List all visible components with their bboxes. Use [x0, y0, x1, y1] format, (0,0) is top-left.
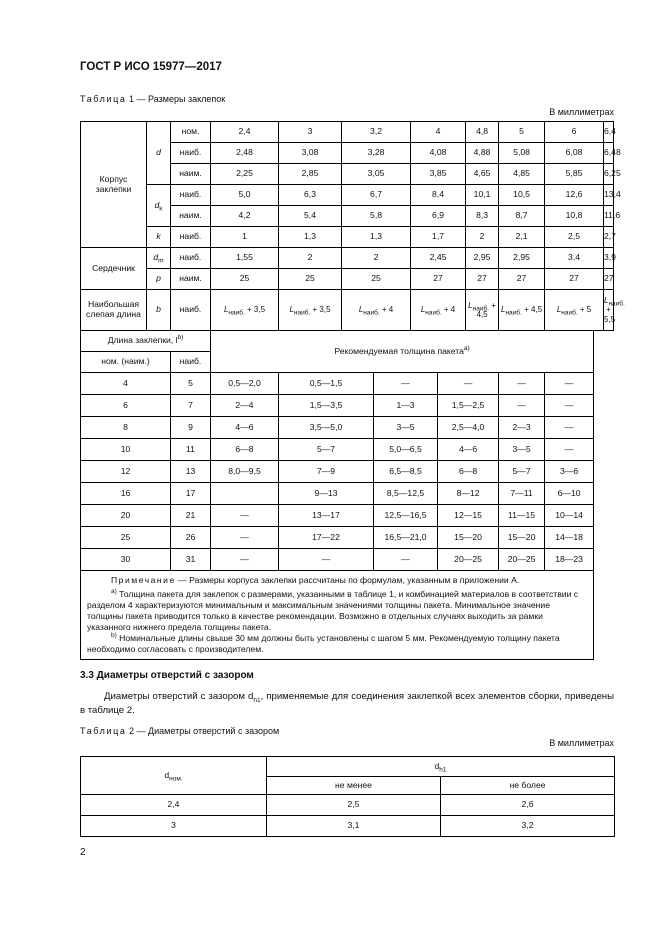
value-cell: 3,2 — [342, 122, 411, 143]
value-cell: 3,85 — [411, 164, 466, 185]
formula-cell: $L_{наиб.} + 4$ — [411, 290, 466, 331]
value-cell: 6,48 — [604, 143, 614, 164]
thickness-cell: — — [211, 505, 279, 527]
thickness-cell: 10—14 — [545, 505, 594, 527]
body-label: Корпус заклепки — [81, 122, 147, 248]
thickness-cell: 7—11 — [499, 483, 545, 505]
value-cell: 5,0 — [211, 185, 279, 206]
value-cell: 12,6 — [545, 185, 604, 206]
thickness-cell: 18—23 — [545, 549, 594, 571]
value-cell: 2,95 — [499, 248, 545, 269]
header-max: не более — [441, 777, 615, 795]
value-cell: 11,6 — [604, 206, 614, 227]
formula-cell: $L_{наиб.} + 5,5$ — [604, 290, 614, 331]
thickness-cell: 3—5 — [374, 417, 438, 439]
thickness-cell: 17—22 — [279, 527, 374, 549]
value-cell: 2,45 — [411, 248, 466, 269]
length-nom: 20 — [81, 505, 171, 527]
kind-cell: наиб. — [171, 185, 211, 206]
value-cell: 1 — [211, 227, 279, 248]
thickness-cell: — — [545, 417, 594, 439]
thickness-cell: — — [545, 439, 594, 461]
thickness-cell: 2—4 — [211, 395, 279, 417]
value-cell: 10,5 — [499, 185, 545, 206]
length-nom: 10 — [81, 439, 171, 461]
kind-cell: наиб. — [171, 248, 211, 269]
value-cell: 6,3 — [279, 185, 342, 206]
length-max: 21 — [171, 505, 211, 527]
value-cell: 2 — [279, 248, 342, 269]
table2-caption — [80, 726, 279, 736]
mandrel-label: Сердечник — [81, 248, 147, 290]
length-max: 13 — [171, 461, 211, 483]
header-d-h1: $d_{h1}$ — [267, 757, 615, 777]
value-cell: 6,4 — [604, 122, 614, 143]
para-text-end: , применяемые для соединения заклепкой всех элементов сборки, приведены в таблице 2. — [80, 691, 614, 716]
length-max: 17 — [171, 483, 211, 505]
symbol-dm: $d_m$ — [147, 248, 171, 269]
formula-cell: $L_{наиб.} + 5$ — [545, 290, 604, 331]
formula-cell: $L_{наиб.} + 3,5$ — [279, 290, 342, 331]
length-max: 26 — [171, 527, 211, 549]
thickness-cell: — — [545, 395, 594, 417]
notes-cell: Примечание — Размеры корпуса заклепки рассчитаны по формулам, указанным в приложении А. $^{а)}$ Толщина пакета для заклепок с размерами, указанными в таблице 1, и комбинацией материалов в соответствии с разделом 4 характеризуются минимальным и максимальным значениями толщины пакета. Минимальное значение толщины пакета приводится только в качестве рекомендации. Возможно в отдельных случаях выходить за рамки указанного нижнего предела толщины пакета. $^{b)}$ Номинальные длины свыше 30 мм должны быть установлены с шагом 5 мм. Рекомендуемую толщину пакета необходимо согласовать с производителем. — [81, 571, 594, 660]
table1-unit: В миллиметрах — [549, 107, 614, 117]
thickness-cell: 7—9 — [279, 461, 374, 483]
value-cell: 3,08 — [279, 143, 342, 164]
blind-length-label: Наибольшая слепая длина — [81, 290, 147, 331]
table2-unit: В миллиметрах — [549, 738, 614, 748]
cell-min: 3,1 — [267, 816, 441, 837]
thickness-cell: — — [211, 549, 279, 571]
thickness-cell: 5—7 — [279, 439, 374, 461]
value-cell: 4,88 — [466, 143, 499, 164]
value-cell: 10,8 — [545, 206, 604, 227]
para-text-start: Диаметры отверстий с зазором d — [104, 691, 254, 702]
formula-cell: $L_{наиб.} + 4,5$ — [466, 290, 499, 331]
length-max: 5 — [171, 373, 211, 395]
thickness-cell: — — [499, 373, 545, 395]
value-cell: 27 — [466, 269, 499, 290]
value-cell: 3,9 — [604, 248, 614, 269]
thickness-cell: 12—15 — [438, 505, 499, 527]
thickness-cell: 14—18 — [545, 527, 594, 549]
kind-cell: наим. — [171, 269, 211, 290]
formula-cell: $L_{наиб.} + 4$ — [342, 290, 411, 331]
thickness-cell: 5,0—6,5 — [374, 439, 438, 461]
thickness-cell: 8,0—9,5 — [211, 461, 279, 483]
value-cell: 4,8 — [466, 122, 499, 143]
cell-min: 2,5 — [267, 795, 441, 816]
value-cell: 8,4 — [411, 185, 466, 206]
thickness-cell: 12,5—16,5 — [374, 505, 438, 527]
value-cell: 25 — [279, 269, 342, 290]
section-paragraph — [80, 690, 614, 718]
rivet-length-header: Длина заклепки, $l^{b)}$ — [81, 331, 211, 352]
thickness-cell: 11—15 — [499, 505, 545, 527]
value-cell: 3,4 — [545, 248, 604, 269]
length-max: 11 — [171, 439, 211, 461]
symbol-p: p — [147, 269, 171, 290]
value-cell: 25 — [211, 269, 279, 290]
value-cell: 2,25 — [211, 164, 279, 185]
kind-cell: наиб. — [171, 143, 211, 164]
thickness-cell: 3—5 — [499, 439, 545, 461]
table-caption-prefix: Таблица — [80, 94, 127, 104]
value-cell: 4,08 — [411, 143, 466, 164]
value-cell: 6 — [545, 122, 604, 143]
length-max: 31 — [171, 549, 211, 571]
value-cell: 27 — [499, 269, 545, 290]
header-min: не менее — [267, 777, 441, 795]
value-cell: 5,08 — [499, 143, 545, 164]
table-caption-number: 2 — [129, 726, 135, 736]
cell-max: 3,2 — [441, 816, 615, 837]
document-header: ГОСТ Р ИСО 15977—2017 — [80, 61, 222, 73]
thickness-cell: 6—8 — [211, 439, 279, 461]
value-cell: 5 — [499, 122, 545, 143]
value-cell: 4,2 — [211, 206, 279, 227]
thickness-cell: 8—12 — [438, 483, 499, 505]
thickness-cell: 20—25 — [499, 549, 545, 571]
length-nom: 8 — [81, 417, 171, 439]
thickness-cell: 6—8 — [438, 461, 499, 483]
value-cell: 2,7 — [604, 227, 614, 248]
value-cell: 8,3 — [466, 206, 499, 227]
value-cell: 4,85 — [499, 164, 545, 185]
thickness-cell — [211, 483, 279, 505]
value-cell: 27 — [604, 269, 614, 290]
thickness-cell: 3—6 — [545, 461, 594, 483]
recommended-thickness-header: Рекомендуемая толщина пакета$^{а)}$ — [211, 331, 594, 373]
value-cell: 1,3 — [279, 227, 342, 248]
value-cell: 5,4 — [279, 206, 342, 227]
max-header: наиб. — [171, 352, 211, 373]
value-cell: 6,08 — [545, 143, 604, 164]
symbol-b: b — [147, 290, 171, 331]
thickness-cell: 1,5—3,5 — [279, 395, 374, 417]
value-cell: 13,4 — [604, 185, 614, 206]
thickness-cell: — — [374, 549, 438, 571]
cell-max: 2,6 — [441, 795, 615, 816]
thickness-cell: — — [545, 373, 594, 395]
thickness-cell: 15—20 — [499, 527, 545, 549]
table-caption-number: 1 — [129, 94, 135, 104]
value-cell: 5,85 — [545, 164, 604, 185]
thickness-cell: 15—20 — [438, 527, 499, 549]
header-d-nom: $d_{ном.}$ — [81, 757, 267, 795]
thickness-cell: — — [211, 527, 279, 549]
length-nom: 16 — [81, 483, 171, 505]
value-cell: 2,4 — [211, 122, 279, 143]
thickness-cell: 4—6 — [438, 439, 499, 461]
para-subscript: h1 — [253, 696, 261, 704]
nom-header: ном. (наим.) — [81, 352, 171, 373]
thickness-cell: 6—10 — [545, 483, 594, 505]
table-caption-title: — Диаметры отверстий с зазором — [136, 726, 280, 736]
thickness-cell: — — [279, 549, 374, 571]
symbol-d: d — [147, 122, 171, 185]
length-nom: 30 — [81, 549, 171, 571]
length-max: 9 — [171, 417, 211, 439]
kind-cell: наим. — [171, 206, 211, 227]
value-cell: 2,48 — [211, 143, 279, 164]
length-nom: 25 — [81, 527, 171, 549]
value-cell: 25 — [342, 269, 411, 290]
value-cell: 6,25 — [604, 164, 614, 185]
value-cell: 5,8 — [342, 206, 411, 227]
length-nom: 12 — [81, 461, 171, 483]
value-cell: 1,55 — [211, 248, 279, 269]
kind-cell: наиб. — [171, 227, 211, 248]
length-max: 7 — [171, 395, 211, 417]
kind-cell: ном. — [171, 122, 211, 143]
section-heading: 3.3 Диаметры отверстий с зазором — [80, 670, 254, 681]
value-cell: 10,1 — [466, 185, 499, 206]
thickness-cell: 2—3 — [499, 417, 545, 439]
value-cell: 2 — [466, 227, 499, 248]
thickness-cell: 9—13 — [279, 483, 374, 505]
thickness-cell: 16,5—21,0 — [374, 527, 438, 549]
thickness-cell: 1—3 — [374, 395, 438, 417]
value-cell: 2 — [342, 248, 411, 269]
value-cell: 2,85 — [279, 164, 342, 185]
thickness-cell: 5—7 — [499, 461, 545, 483]
thickness-cell: 13—17 — [279, 505, 374, 527]
symbol-dk: $d_k$ — [147, 185, 171, 227]
cell-d: 2,4 — [81, 795, 267, 816]
value-cell: 6,7 — [342, 185, 411, 206]
thickness-cell: 0,5—2,0 — [211, 373, 279, 395]
thickness-cell: 3,5—5,0 — [279, 417, 374, 439]
value-cell: 6,9 — [411, 206, 466, 227]
formula-cell: $L_{наиб.} + 3,5$ — [211, 290, 279, 331]
value-cell: 2,95 — [466, 248, 499, 269]
thickness-cell: 2,5—4,0 — [438, 417, 499, 439]
value-cell: 3,05 — [342, 164, 411, 185]
kind-cell: наиб. — [171, 290, 211, 331]
thickness-cell: 20—25 — [438, 549, 499, 571]
value-cell: 4 — [411, 122, 466, 143]
formula-cell: $L_{наиб.} + 4,5$ — [499, 290, 545, 331]
value-cell: 2,1 — [499, 227, 545, 248]
symbol-k: k — [147, 227, 171, 248]
value-cell: 27 — [545, 269, 604, 290]
value-cell: 4,65 — [466, 164, 499, 185]
table-caption-prefix: Таблица — [80, 726, 127, 736]
table-caption-title: — Размеры заклепок — [136, 94, 226, 104]
page-number: 2 — [80, 847, 86, 858]
cell-d: 3 — [81, 816, 267, 837]
value-cell: 1,7 — [411, 227, 466, 248]
thickness-cell: 4—6 — [211, 417, 279, 439]
thickness-cell: — — [438, 373, 499, 395]
thickness-cell: — — [499, 395, 545, 417]
length-nom: 4 — [81, 373, 171, 395]
rivet-dimensions-table — [80, 121, 625, 660]
length-nom: 6 — [81, 395, 171, 417]
value-cell: 3,28 — [342, 143, 411, 164]
thickness-cell: — — [374, 373, 438, 395]
thickness-cell: 0,5—1,5 — [279, 373, 374, 395]
value-cell: 8,7 — [499, 206, 545, 227]
value-cell: 3 — [279, 122, 342, 143]
value-cell: 27 — [411, 269, 466, 290]
thickness-cell: 1,5—2,5 — [438, 395, 499, 417]
value-cell: 2,5 — [545, 227, 604, 248]
table1-caption — [80, 94, 225, 104]
thickness-cell: 6,5—8,5 — [374, 461, 438, 483]
clearance-hole-table — [80, 756, 615, 837]
kind-cell: наим. — [171, 164, 211, 185]
value-cell: 1,3 — [342, 227, 411, 248]
thickness-cell: 8,5—12,5 — [374, 483, 438, 505]
